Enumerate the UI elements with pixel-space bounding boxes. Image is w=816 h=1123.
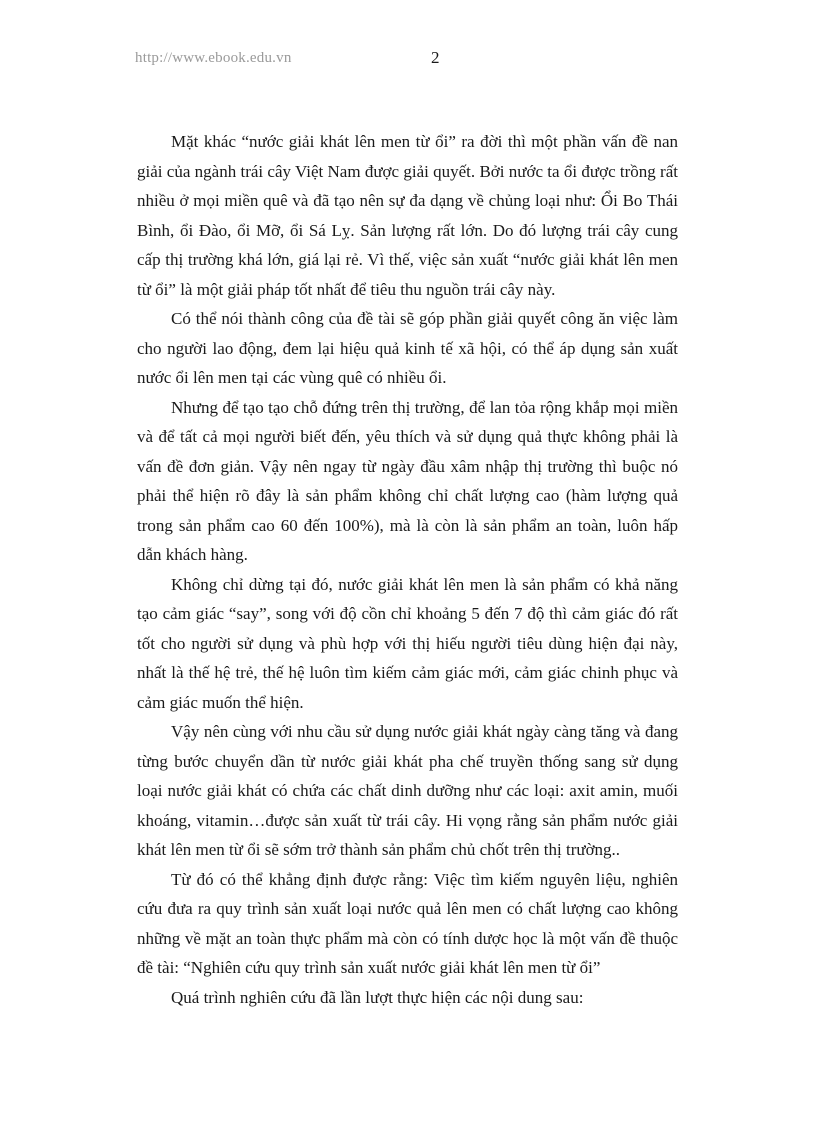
paragraph: Không chỉ dừng tại đó, nước giải khát lên men là sản phẩm có khả năng tạo cảm giác “say”, song với độ cồn chỉ khoảng 5 đến 7 độ thì cảm giác đó rất tốt cho người sử dụng và phù hợp với thị hiếu người tiêu dùng hiện đại này, nhất là thế hệ trẻ, thế hệ luôn tìm kiếm cảm giác mới, cảm giác chinh phục và cảm giác muốn thể hiện. [137,574,678,712]
document-body [137,127,678,1012]
header-url: http://www.ebook.edu.vn [135,50,292,66]
paragraph: Vậy nên cùng với nhu cầu sử dụng nước giải khát ngày càng tăng và đang từng bước chuyển dần từ nước giải khát pha chế truyền thống sang sử dụng loại nước giải khát có chứa các chất dinh dưỡng như các loại: axit amin, muối khoáng, vitamin…được sản xuất từ trái cây. Hi vọng rằng sản phẩm nước giải khát lên men từ ổi sẽ sớm trở thành sản phẩm chủ chốt trên thị trường.. [137,722,678,859]
paragraph: Mặt khác “nước giải khát lên men từ ổi” ra đời thì một phần vấn đề nan giải của ngành trái cây Việt Nam được giải quyết. Bởi nước ta ổi được trồng rất nhiều ở mọi miền quê và đã tạo nên sự đa dạng về chủng loại như: Ổi Bo Thái Bình, ổi Đào, ổi Mỡ, ổi Sá Lỵ. Sản lượng rất lớn. Do đó lượng trái cây cung cấp thị trường khá lớn, giá lại rẻ. Vì thế, việc sản xuất “nước giải khát lên men từ ổi” là một giải pháp tốt nhất để tiêu thu nguồn trái cây này. [137,132,678,299]
paragraph: Quá trình nghiên cứu đã lần lượt thực hiện các nội dung sau: [171,987,584,1007]
paragraph: Từ đó có thể khẳng định được rằng: Việc tìm kiếm nguyên liệu, nghiên cứu đưa ra quy trình sản xuất loại nước quả lên men có chất lượng cao không những về mặt an toàn thực phẩm mà còn có tính dược học là một vấn đề thuộc đề tài: “Nghiên cứu quy trình sản xuất nước giải khát lên men từ ổi” [137,869,678,977]
paragraph: Có thể nói thành công của đề tài sẽ góp phần giải quyết công ăn việc làm cho người lao động, đem lại hiệu quả kinh tế xã hội, có thể áp dụng sản xuất nước ổi lên men tại các vùng quê có nhiều ổi. [137,309,678,387]
paragraph: Nhưng để tạo tạo chỗ đứng trên thị trường, để lan tỏa rộng khắp mọi miền và để tất cả mọi người biết đến, yêu thích và sử dụng quả thực không phải là vấn đề đơn giản. Vậy nên ngay từ ngày đầu xâm nhập thị trường thì buộc nó phải thể hiện rõ đây là sản phẩm không chỉ chất lượng cao (hàm lượng quả trong sản phẩm cao 60 đến 100%), mà là còn là sản phẩm an toàn, luôn hấp dẫn khách hàng. [137,397,678,564]
page-header [135,48,455,72]
page-number: 2 [431,48,440,67]
